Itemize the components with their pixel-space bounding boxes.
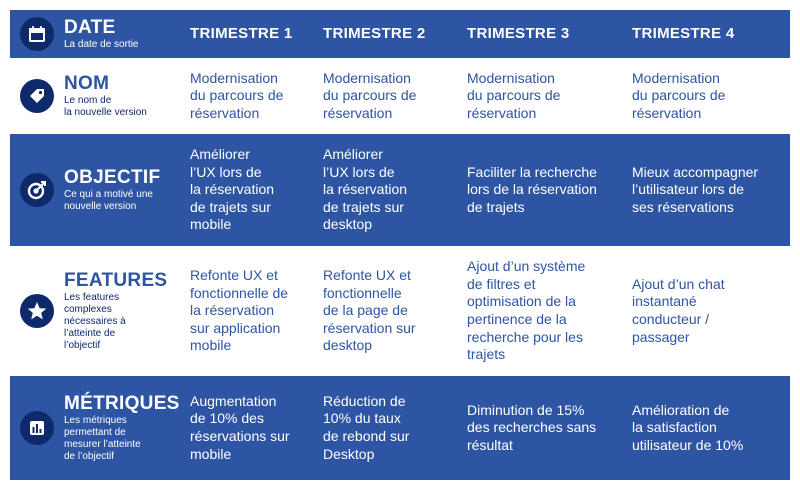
table-row-metriques (10, 376, 790, 480)
table-cell: Mieux accompagner l’utilisateur lors de ses réservations (632, 163, 759, 215)
table-cell: Diminution de 15% des recherches sans résultat (467, 401, 597, 453)
header-subtitle: La date de sortie (64, 38, 139, 50)
row-label (10, 134, 190, 246)
header-row (10, 10, 790, 58)
column-header: TRIMESTRE 4 (632, 25, 735, 43)
table-cell: Augmentation de 10% des réservations sur mobile (190, 392, 290, 462)
row-title: MÉTRIQUES (64, 392, 180, 414)
row-subtitle: Ce qui a motivé une nouvelle version (64, 188, 153, 212)
column-header: TRIMESTRE 2 (323, 25, 426, 43)
table-cell: Refonte UX et fonctionnelle de la réservation sur application mobile (190, 267, 289, 354)
table-cell: Modernisation du parcours de réservation (323, 69, 417, 121)
table-cell: Amélioration de la satisfaction utilisateur de 10% (632, 401, 744, 453)
row-label (10, 62, 190, 130)
table-cell: Refonte UX et fonctionnelle de la page de réservation sur desktop (323, 267, 416, 354)
header-label (10, 10, 190, 58)
row-subtitle: Le nom de la nouvelle version (64, 94, 147, 118)
column-header: TRIMESTRE 3 (467, 25, 570, 43)
tag-icon (20, 79, 54, 113)
row-title: NOM (64, 72, 110, 94)
header-title: DATE (64, 16, 116, 38)
table-row-nom (10, 62, 790, 130)
calendar-icon (20, 17, 54, 51)
table-cell: Ajout d’un système de filtres et optimisation de la pertinence de la recherche pour les trajets (467, 258, 586, 363)
target-icon (20, 173, 54, 207)
row-label (10, 376, 190, 480)
table-cell: Ajout d’un chat instantané conducteur / passager (632, 275, 725, 345)
table-cell: Réduction de 10% du taux de rebond sur Desktop (323, 392, 410, 462)
row-subtitle: Les features complexes nécessaires à l’atteinte de l’objectif (64, 291, 126, 351)
table-row-features (10, 250, 790, 372)
star-icon (20, 294, 54, 328)
column-header: TRIMESTRE 1 (190, 25, 293, 43)
row-title: FEATURES (64, 269, 168, 291)
row-title: OBJECTIF (64, 166, 161, 188)
table-cell: Modernisation du parcours de réservation (632, 69, 726, 121)
row-label (10, 250, 190, 372)
table-row-objectif (10, 134, 790, 246)
table-cell: Améliorer l’UX lors de la réservation de trajets sur mobile (190, 146, 275, 233)
table-cell: Modernisation du parcours de réservation (190, 69, 284, 121)
table-cell: Modernisation du parcours de réservation (467, 69, 561, 121)
bar-chart-icon (20, 411, 54, 445)
table-cell: Améliorer l’UX lors de la réservation de trajets sur desktop (323, 146, 408, 233)
table-cell: Faciliter la recherche lors de la réservation de trajets (467, 163, 597, 215)
row-subtitle: Les métriques permettant de mesurer l’atteinte de l’objectif (64, 414, 141, 462)
